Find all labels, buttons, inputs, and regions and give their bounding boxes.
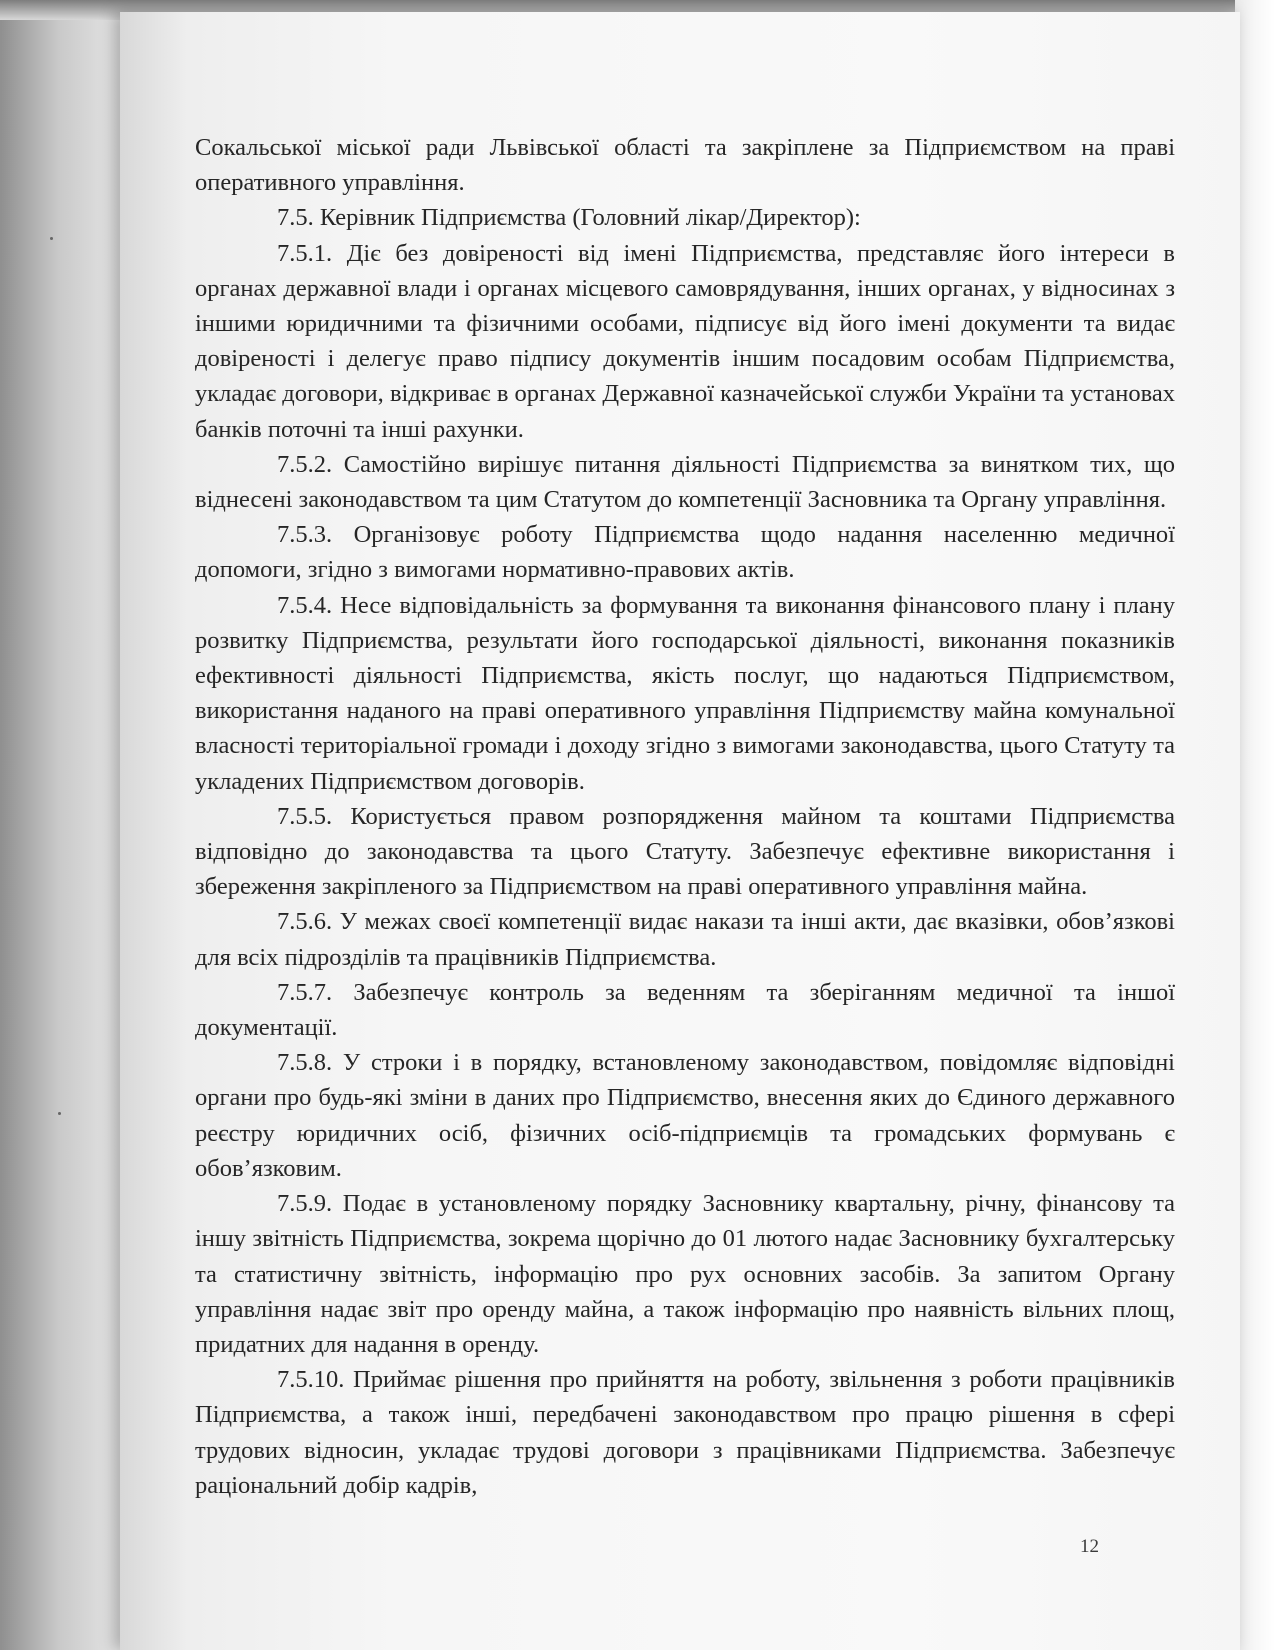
paragraph-7-5-9: 7.5.9. Подає в установленому порядку Засновнику квартальну, річну, фінансову та іншу звітність Підприємства, зокрема щорічно до 01 лютого надає Засновнику бухгалтерську та статистичну звітність, інформацію про рух основних засобів. За запитом Органу управління надає звіт про оренду майна, а також інформацію про наявність вільних площ, придатних для надання в оренду. <box>195 1190 1175 1358</box>
document-body <box>195 130 1175 1503</box>
scan-speck <box>50 237 53 240</box>
paragraph-7-5-3: 7.5.3. Організовує роботу Підприємства щодо надання населенню медичної допомоги, згідно з вимогами нормативно-правових актів. <box>195 521 1175 584</box>
document-page <box>120 12 1240 1650</box>
paragraph-7-5: 7.5. Керівник Підприємства (Головний лікар/Директор): <box>277 204 861 232</box>
paragraph-continued: Сокальської міської ради Львівської області та закріплене за Підприємством на праві оперативного управління. <box>195 134 1175 197</box>
paragraph-7-5-4: 7.5.4. Несе відповідальність за формування та виконання фінансового плану і плану розвитку Підприємства, результати його господарської діяльності, виконання показників ефективності діяльності Підприємства, якість послуг, що надаються Підприємством, використання наданого на праві оперативного управління Підприємству майна комунальної власності територіальної громади і доходу згідно з вимогами законодавства, цього Статуту та укладених Підприємством договорів. <box>195 591 1175 795</box>
paragraph-7-5-6: 7.5.6. У межах своєї компетенції видає накази та інші акти, дає вказівки, обов’язкові для всіх підрозділів та працівників Підприємства. <box>195 908 1175 971</box>
scan-right-edge <box>1235 0 1275 1650</box>
paragraph-7-5-5: 7.5.5. Користується правом розпорядження майном та коштами Підприємства відповідно до законодавства та цього Статуту. Забезпечує ефективне використання і збереження закріпленого за Підприємством на праві оперативного управління майна. <box>195 802 1175 901</box>
paragraph-7-5-2: 7.5.2. Самостійно вирішує питання діяльності Підприємства за винятком тих, що віднесені законодавством та цим Статутом до компетенції Засновника та Органу управління. <box>195 450 1175 514</box>
paragraph-7-5-7: 7.5.7. Забезпечує контроль за веденням та зберіганням медичної та іншої документації. <box>195 978 1175 1042</box>
paragraph-7-5-10: 7.5.10. Приймає рішення про прийняття на роботу, звільнення з роботи працівників Підприємства, а також інші, передбачені законодавством про працю рішення в сфері трудових відносин, укладає трудові договори з працівниками Підприємства. Забезпечує раціональний добір кадрів, <box>195 1366 1175 1499</box>
paragraph-7-5-1: 7.5.1. Діє без довіреності від імені Підприємства, представляє його інтереси в органах державної влади і органах місцевого самоврядування, інших органах, у відносинах з іншими юридичними та фізичними особами, підписує від його імені документи та видає довіреності і делегує право підпису документів іншим посадовим особам Підприємства, укладає договори, відкриває в органах Державної казначейської служби України та установах банків поточні та інші рахунки. <box>195 239 1175 443</box>
scan-speck <box>58 1112 61 1115</box>
scan-left-shadow <box>0 0 130 1650</box>
page-number: 12 <box>1080 1536 1099 1557</box>
paragraph-7-5-8: 7.5.8. У строки і в порядку, встановленому законодавством, повідомляє відповідні органи про будь-які зміни в даних про Підприємство, внесення яких до Єдиного державного реєстру юридичних осіб, фізичних осіб-підприємців та громадських формувань є обов’язковим. <box>195 1049 1175 1182</box>
